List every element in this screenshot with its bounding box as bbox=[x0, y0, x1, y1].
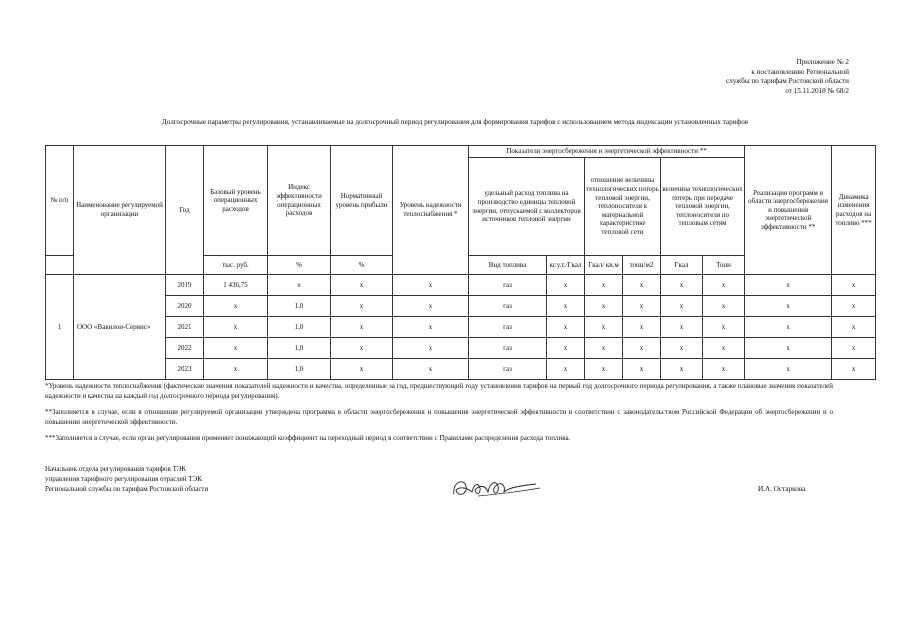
cell-c6: х bbox=[745, 338, 832, 359]
cell-c2: х bbox=[585, 338, 623, 359]
cell-c3: х bbox=[623, 317, 661, 338]
cell-profit: х bbox=[331, 359, 393, 380]
table-row bbox=[46, 338, 876, 359]
cell-fuel: газ bbox=[469, 275, 547, 296]
cell-fuel: газ bbox=[469, 338, 547, 359]
signer-block bbox=[45, 464, 345, 494]
cell-reliability: х bbox=[393, 296, 469, 317]
cell-fuel: газ bbox=[469, 359, 547, 380]
header-reliability: Уровень надежности теплоснабжения * bbox=[393, 146, 469, 275]
cell-c2: х bbox=[585, 359, 623, 380]
cell-c3: х bbox=[623, 359, 661, 380]
header-org: Наименование регулируемой организации bbox=[74, 146, 166, 275]
cell-c6: х bbox=[745, 317, 832, 338]
unit-ton-m2: тонн/м2 bbox=[623, 256, 661, 275]
table-row bbox=[46, 317, 876, 338]
signer-line: Начальник отдела регулирования тарифов ТЭК bbox=[45, 465, 187, 473]
cell-year: 2019 bbox=[166, 275, 204, 296]
header-loss-volume: величина технологических потерь при передаче тепловой энергии, теплоносителя по тепловым сетям bbox=[661, 158, 745, 256]
cell-c1: х bbox=[547, 338, 585, 359]
cell-year: 2020 bbox=[166, 296, 204, 317]
cell-base: х bbox=[204, 338, 268, 359]
cell-c5: х bbox=[703, 275, 745, 296]
unit-index: % bbox=[268, 256, 331, 275]
cell-index: 1,0 bbox=[268, 359, 331, 380]
header-base: Базовый уровень операционных расходов bbox=[204, 146, 268, 256]
header-fuel-consumption: удельный расход топлива на производство единицы тепловой энергии, отпускаемой с коллекторов источников тепловой энергии bbox=[469, 158, 585, 256]
cell-year: 2022 bbox=[166, 338, 204, 359]
table-row bbox=[46, 296, 876, 317]
unit-fuel-type: Вид топлива bbox=[469, 256, 547, 275]
cell-c4: х bbox=[661, 296, 703, 317]
appendix-block bbox=[649, 58, 849, 96]
cell-c3: х bbox=[623, 296, 661, 317]
cell-c5: х bbox=[703, 338, 745, 359]
cell-c2: х bbox=[585, 296, 623, 317]
cell-index: 1,0 bbox=[268, 296, 331, 317]
signer-line: управления тарифного регулирования отраслей ТЭК bbox=[45, 475, 202, 483]
unit-profit: % bbox=[331, 256, 393, 275]
footnote: **Заполняется в случае, если в отношении регулируемой организации утверждена программа в области энергосбережения и повышения энергетической эффективности в соответствии с законодательством Российской Федерации об энергосбережении и о повышении энергетической эффективности. bbox=[45, 408, 833, 426]
cell-c7: х bbox=[832, 296, 876, 317]
cell-c7: х bbox=[832, 275, 876, 296]
appendix-line: службы по тарифам Ростовской области bbox=[725, 77, 849, 86]
unit-ton: Тонн bbox=[703, 256, 745, 275]
cell-index: 1,0 bbox=[268, 338, 331, 359]
cell-profit: х bbox=[331, 275, 393, 296]
cell-c5: х bbox=[703, 359, 745, 380]
signer-line: Региональной службы по тарифам Ростовской области bbox=[45, 485, 209, 493]
appendix-line: к постановлению Региональной bbox=[751, 67, 849, 76]
cell-c6: х bbox=[745, 296, 832, 317]
cell-profit: х bbox=[331, 317, 393, 338]
cell-c2: х bbox=[585, 317, 623, 338]
cell-c1: х bbox=[547, 359, 585, 380]
cell-c7: х bbox=[832, 359, 876, 380]
cell-c3: х bbox=[623, 275, 661, 296]
cell-base: х bbox=[204, 296, 268, 317]
cell-fuel: газ bbox=[469, 296, 547, 317]
document-title: Долгосрочные параметры регулирования, устанавливаемые на долгосрочный период регулирования для формирования тарифов с использованием метода индексации установленных тарифов bbox=[161, 118, 749, 126]
cell-c1: х bbox=[547, 275, 585, 296]
cell-fuel: газ bbox=[469, 317, 547, 338]
cell-c6: х bbox=[745, 275, 832, 296]
unit-base: тыс. руб. bbox=[204, 256, 268, 275]
header-energy-group: Показатели энергосбережения и энергетической эффективности ** bbox=[469, 146, 745, 158]
header-num-unit bbox=[46, 256, 74, 275]
header-num: № п/п bbox=[46, 146, 74, 256]
cell-year: 2023 bbox=[166, 359, 204, 380]
footnote: *Уровень надежности теплоснабжения (фактические значения показателей надежности и качества, определенные за год, предшествующий году установления тарифов на первый год долгосрочного периода регулирования, а также плановые значения показателей надежности и качества на каждый год долгосрочного периода регулирования). bbox=[45, 382, 833, 400]
cell-base: х bbox=[204, 317, 268, 338]
cell-c4: х bbox=[661, 275, 703, 296]
cell-c6: х bbox=[745, 359, 832, 380]
cell-reliability: х bbox=[393, 275, 469, 296]
cell-index: х bbox=[268, 275, 331, 296]
cell-c4: х bbox=[661, 359, 703, 380]
cell-year: 2021 bbox=[166, 317, 204, 338]
cell-c5: х bbox=[703, 317, 745, 338]
unit-gcal-km: Гкал/ кв.м bbox=[585, 256, 623, 275]
cell-c7: х bbox=[832, 317, 876, 338]
parameters-table bbox=[45, 145, 876, 380]
cell-c3: х bbox=[623, 338, 661, 359]
org-name: ООО «Вавилон-Сервис» bbox=[74, 275, 166, 380]
cell-c7: х bbox=[832, 338, 876, 359]
header-loss-ratio: отношение величины технологических потерь тепловой энергии, теплоносителя к материальной характеристике тепловой сети bbox=[585, 158, 661, 256]
footnote: ***Заполняется в случае, если орган регулирования применяет понижающий коэффициент на переходный период в соответствии с Правилами распределения расхода топлива. bbox=[45, 434, 571, 442]
cell-c4: х bbox=[661, 317, 703, 338]
cell-base: х bbox=[204, 359, 268, 380]
table-row bbox=[46, 275, 876, 296]
header-dynamics: Динамика изменения расходов на топливо *** bbox=[832, 146, 876, 275]
cell-base: 1 436,75 bbox=[204, 275, 268, 296]
cell-c4: х bbox=[661, 338, 703, 359]
cell-profit: х bbox=[331, 338, 393, 359]
cell-reliability: х bbox=[393, 359, 469, 380]
header-year: Год bbox=[166, 146, 204, 275]
header-programs: Реализация программ в области энергосбережения и повышения энергетической эффективности ** bbox=[745, 146, 832, 275]
cell-profit: х bbox=[331, 296, 393, 317]
cell-c5: х bbox=[703, 296, 745, 317]
org-number: 1 bbox=[46, 275, 74, 380]
appendix-line: Приложение № 2 bbox=[796, 58, 849, 66]
header-profit: Нормативный уровень прибыли bbox=[331, 146, 393, 256]
handwritten-signature bbox=[448, 472, 548, 502]
cell-index: 1,0 bbox=[268, 317, 331, 338]
appendix-line: от 15.11.2018 № 68/2 bbox=[785, 86, 849, 95]
signer-name: И.А. Остаркова bbox=[758, 485, 806, 493]
cell-reliability: х bbox=[393, 317, 469, 338]
footnotes bbox=[45, 381, 833, 449]
header-index: Индекс эффективности операционных расходов bbox=[268, 146, 331, 256]
cell-c2: х bbox=[585, 275, 623, 296]
cell-c1: х bbox=[547, 317, 585, 338]
table-row bbox=[46, 359, 876, 380]
unit-gcal: Гкал bbox=[661, 256, 703, 275]
cell-reliability: х bbox=[393, 338, 469, 359]
cell-c1: х bbox=[547, 296, 585, 317]
unit-fuel: кг.у.т./Гкал bbox=[547, 256, 585, 275]
